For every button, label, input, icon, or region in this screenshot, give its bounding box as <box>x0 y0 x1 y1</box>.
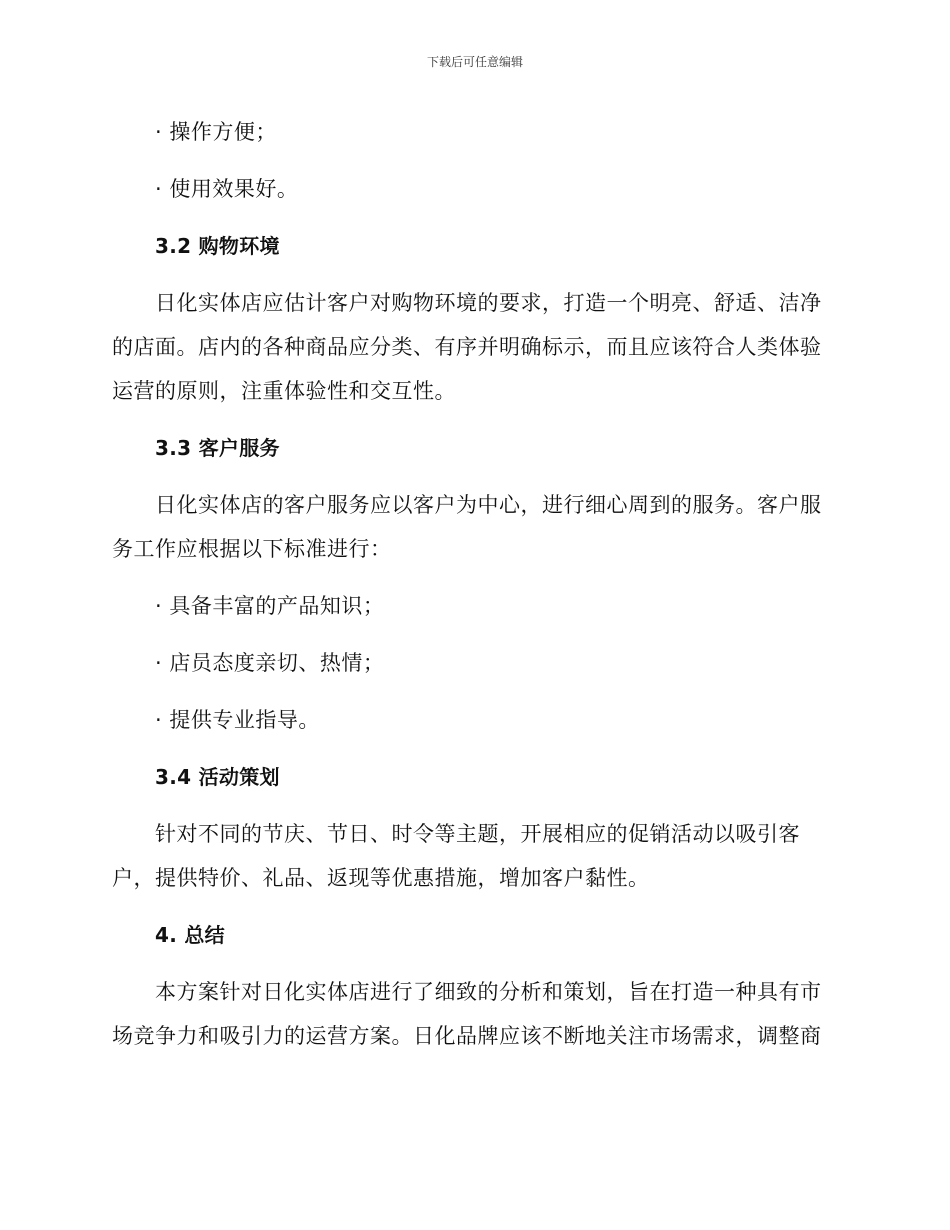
paragraph-activity-planning: 针对不同的节庆、节日、时令等主题，开展相应的促销活动以吸引客户，提供特价、礼品、返现等优惠措施，增加客户黏性。 <box>112 822 800 890</box>
section-heading-3-2: 3.2 购物环境 <box>155 234 280 258</box>
paragraph-shopping-environment: 日化实体店应估计客户对购物环境的要求，打造一个明亮、舒适、洁净的店面。店内的各种商品应分类、有序并明确标示，而且应该符合人类体验运营的原则，注重体验性和交互性。 <box>112 291 822 403</box>
section-heading-3-3: 3.3 客户服务 <box>155 436 280 460</box>
section-heading-4: 4. 总结 <box>155 923 225 947</box>
section-heading-3-4: 3.4 活动策划 <box>155 765 280 789</box>
page-header: 下载后可任意编辑 <box>426 55 523 69</box>
list-item: · 具备丰富的产品知识； <box>155 594 385 618</box>
list-item: · 提供专业指导。 <box>155 708 320 732</box>
paragraph-summary: 本方案针对日化实体店进行了细致的分析和策划，旨在打造一种具有市场竞争力和吸引力的运营方案。日化品牌应该不断地关注市场需求，调整商 <box>112 980 822 1048</box>
list-item: · 店员态度亲切、热情； <box>155 651 385 675</box>
list-item: · 使用效果好。 <box>155 177 299 201</box>
document-body <box>112 110 832 1071</box>
paragraph-customer-service: 日化实体店的客户服务应以客户为中心，进行细心周到的服务。客户服务工作应根据以下标准进行： <box>112 493 822 561</box>
list-item: · 操作方便； <box>155 120 277 144</box>
